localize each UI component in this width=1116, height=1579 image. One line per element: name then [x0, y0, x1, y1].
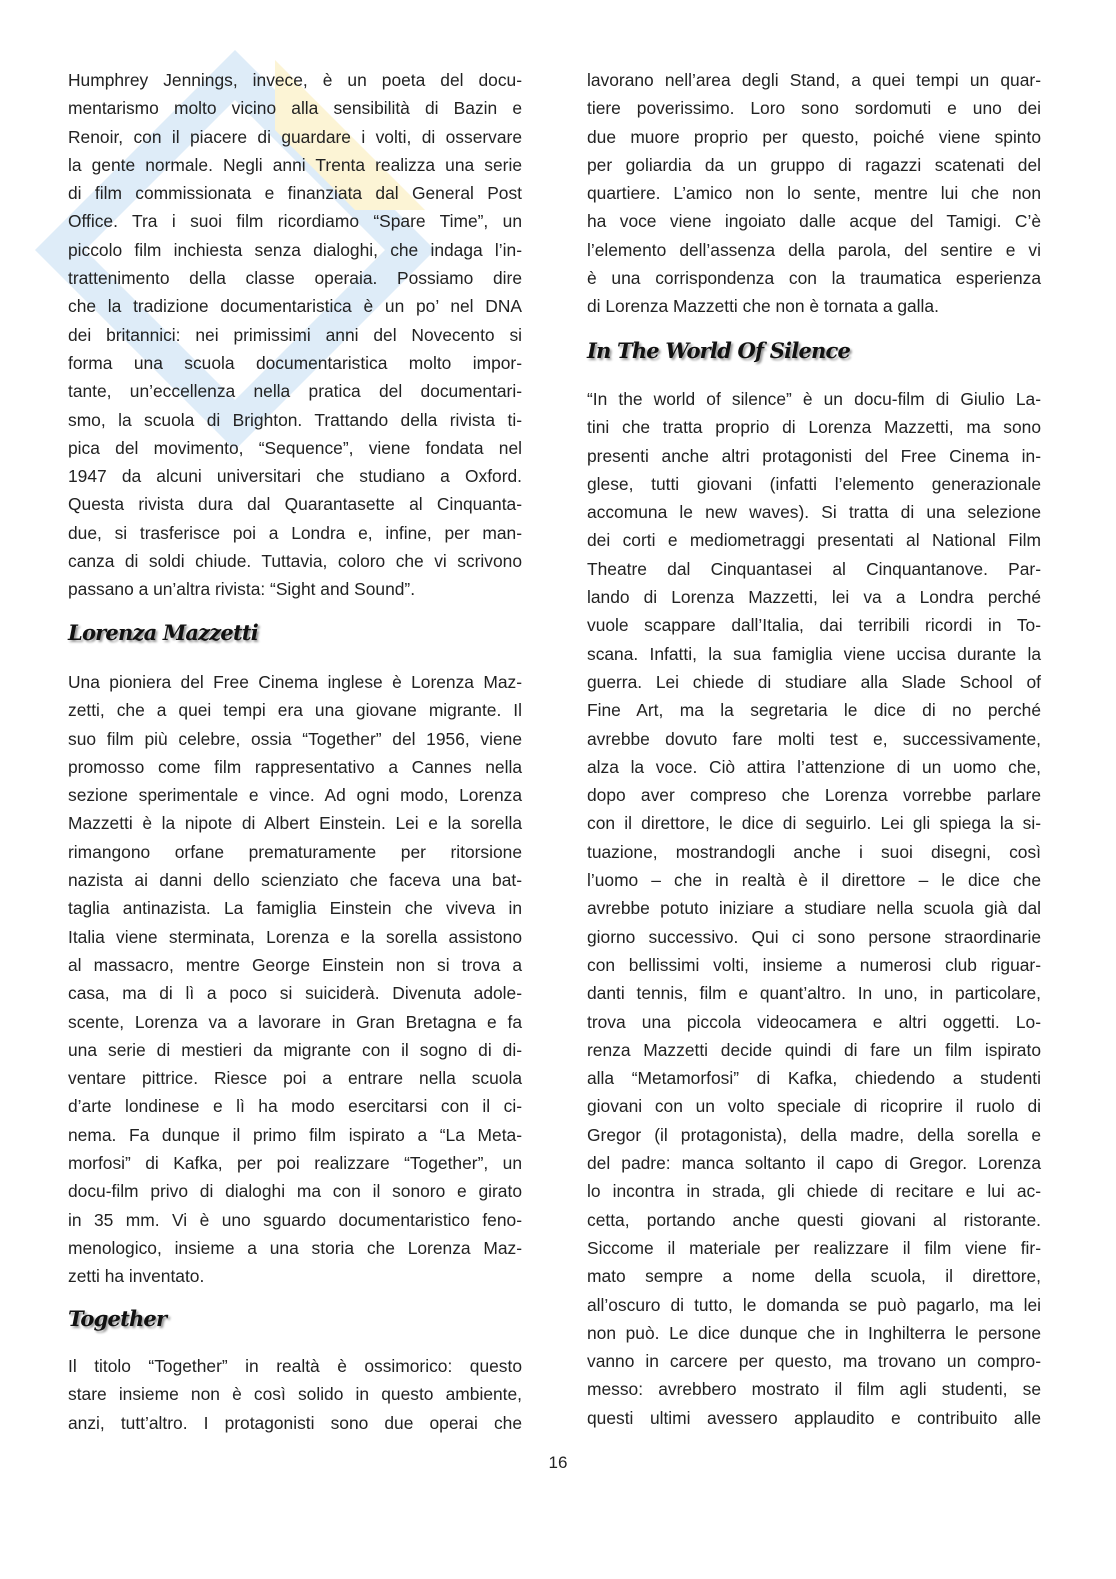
text-line: guerra. Lei chiede di studiare alla Slade School of — [587, 671, 1041, 692]
text-line: Gregor (il protagonista), della madre, della sorella e — [587, 1124, 1041, 1145]
text-line: due muore proprio per questo, poiché viene spinto — [587, 126, 1041, 147]
text-line: tini che tratta proprio di Lorenza Mazzetti, ma sono — [587, 417, 1041, 438]
text-line: nema. Fa dunque il primo film ispirato a “La Meta- — [68, 1124, 522, 1145]
text-line: Mazzetti è la nipote di Albert Einstein. Lei e la sorella — [68, 813, 522, 834]
paragraph-together — [68, 1352, 522, 1437]
text-line: è una corrispondenza con la traumatica esperienza — [587, 268, 1041, 289]
text-line: smo, la scuola di Brighton. Trattando della rivista ti- — [68, 409, 522, 430]
text-line: lavorano nell’area degli Stand, a quei tempi un quar- — [587, 70, 1041, 90]
text-line: nazista ai danni dello scienziato che faceva una bat- — [68, 870, 522, 891]
text-line: tuazione, mostrandogli anche i suoi disegni, così — [587, 841, 1041, 862]
text-line: alla “Metamorfosi” di Kafka, chiedendo a studenti — [587, 1068, 1041, 1089]
text-line: con il direttore, le dice di seguirlo. Lei gli spiega la si- — [587, 813, 1041, 834]
text-line: l’elemento dell’assenza della parola, del sentire e vi — [587, 239, 1041, 260]
text-line: vanno in carcere per questo, ma trovano un compro- — [587, 1351, 1041, 1372]
text-line: quartiere. L’amico non lo sente, mentre lui che non — [587, 183, 1041, 204]
text-line: Italia viene sterminata, Lorenza e la sorella assistono — [68, 926, 522, 947]
text-line: Humphrey Jennings, invece, è un poeta del docu- — [68, 70, 522, 90]
text-line: giovani con un volto speciale di ricoprire il ruolo di — [587, 1096, 1041, 1117]
text-line: pica del movimento, “Sequence”, viene fondata nel — [68, 437, 522, 458]
text-line: zetti ha inventato. — [68, 1266, 205, 1287]
text-line: che la tradizione documentaristica è un po’ nel DNA — [68, 296, 522, 317]
text-line: Office. Tra i suoi film ricordiamo “Spare Time”, un — [68, 211, 522, 232]
text-line: dopo aver compreso che Lorenza vorrebbe parlare — [587, 785, 1041, 806]
page-number: 16 — [548, 1453, 568, 1472]
text-line: di film commissionata e finanziata dal General Post — [68, 183, 522, 204]
text-line: ha voce viene ingoiato dalle acque del Tamigi. C’è — [587, 211, 1041, 232]
text-line: giorno successivo. Qui ci sono persone straordinarie — [587, 926, 1041, 947]
text-line: al massacro, mentre George Einstein non si trova a — [68, 954, 522, 975]
text-line: rimangono orfane prematuramente per ritorsione — [68, 841, 522, 862]
section-heading-lorenza-mazzetti: Lorenza Mazzetti — [68, 620, 258, 645]
text-line: tiere poverissimo. Loro sono sordomuti e uno dei — [587, 98, 1041, 119]
text-line: trattenimento della classe operaia. Possiamo dire — [68, 268, 522, 289]
text-line: docu-film privo di dialoghi ma con il sonoro e girato — [68, 1181, 522, 1202]
text-line: avrebbe dovuto fare molti test e, successivamente, — [587, 728, 1041, 749]
text-line: vuole scappare dall’Italia, dai terribili ricordi in To- — [587, 615, 1041, 636]
text-line: trova una piccola videocamera e altri oggetti. Lo- — [587, 1011, 1041, 1032]
paragraph-lorenza-mazzetti — [68, 668, 522, 1291]
text-line: Siccome il materiale per realizzare il film viene fir- — [587, 1237, 1041, 1258]
text-line: in 35 mm. Vi è uno sguardo documentaristico feno- — [68, 1209, 522, 1230]
text-line: ventare pittrice. Riesce poi a entrare nella scuola — [68, 1068, 522, 1089]
paragraph-together-continued — [587, 66, 1041, 321]
text-line: zetti, che a quei tempi era una giovane migrante. Il — [68, 700, 522, 721]
text-line: stare insieme non è così solido in questo ambiente, — [68, 1384, 522, 1405]
text-line: dei corti e mediometraggi presentati al National Film — [587, 530, 1041, 551]
text-line: glese, tutti giovani (infatti l’elemento generazionale — [587, 473, 1041, 494]
text-line: piccolo film inchiesta senza dialoghi, che indaga l’in- — [68, 239, 522, 260]
text-line: forma una scuola documentaristica molto impor- — [68, 352, 522, 373]
text-line: Una pioniera del Free Cinema inglese è Lorenza Maz- — [68, 672, 522, 692]
text-line: di Lorenza Mazzetti che non è tornata a galla. — [587, 296, 939, 317]
text-line: 1947 da alcuni universitari che studiano a Oxford. — [68, 466, 522, 487]
text-line: accomuna le new waves). Si tratta di una selezione — [587, 502, 1041, 523]
text-line: all’oscuro di tutto, le domanda se può pagarlo, ma lei — [587, 1294, 1041, 1315]
text-line: non può. Le dice dunque che in Inghilterra le persone — [587, 1322, 1041, 1343]
text-line: danti tennis, film e quant’altro. In uno, in particolare, — [587, 983, 1041, 1004]
text-line: Fine Art, ma la segretaria le dice di no perché — [587, 700, 1041, 721]
text-line: menologico, insieme a una storia che Lorenza Maz- — [68, 1237, 522, 1258]
text-line: avrebbe potuto iniziare a studiare nella scuola già dal — [587, 898, 1041, 919]
text-line: lando di Lorenza Mazzetti, lei va a Londra perché — [587, 587, 1041, 608]
text-line: del padre: manca soltanto il capo di Gregor. Lorenza — [587, 1153, 1041, 1174]
text-line: Il titolo “Together” in realtà è ossimorico: questo — [68, 1356, 522, 1376]
text-line: tante, un’eccellenza nella pratica del documentari- — [68, 381, 522, 402]
text-line: Questa rivista dura dal Quarantasette al Cinquanta- — [68, 494, 522, 515]
text-line: casa, ma di lì a poco si suiciderà. Divenuta adole- — [68, 983, 522, 1004]
text-line: sezione sperimentale e vince. Ad ogni modo, Lorenza — [68, 785, 522, 806]
text-line: lo incontra in strada, gli chiede di recitare e lui ac- — [587, 1181, 1041, 1202]
text-line: promosso come film rappresentativo a Cannes nella — [68, 756, 522, 777]
paragraph-jennings — [68, 66, 522, 604]
text-line: dei britannici: nei primissimi anni del Novecento si — [68, 324, 522, 345]
text-line: con bellissimi volti, insieme a numerosi club riguar- — [587, 954, 1041, 975]
text-line: messo: avrebbero mostrato il film agli studenti, se — [587, 1379, 1041, 1400]
text-line: due, si trasferisce poi a Londra e, infine, per man- — [68, 522, 522, 543]
text-line: la gente normale. Negli anni Trenta realizza una serie — [68, 154, 522, 175]
text-line: per goliardia da un gruppo di ragazzi scatenati del — [587, 154, 1041, 175]
text-line: Theatre dal Cinquantasei al Cinquantanove. Par- — [587, 558, 1041, 579]
text-line: scana. Infatti, la sua famiglia viene uccisa durante la — [587, 643, 1041, 664]
text-line: canza di soldi chiude. Tuttavia, coloro che vi scrivono — [68, 551, 522, 572]
text-line: Renoir, con il piacere di guardare i volti, di osservare — [68, 126, 522, 147]
text-line: cetta, portando anche questi giovani al ristorante. — [587, 1209, 1041, 1230]
section-heading-in-the-world-of-silence: In The World Of Silence — [587, 338, 851, 363]
section-heading-together: Together — [68, 1306, 167, 1331]
text-line: mentarismo molto vicino alla sensibilità di Bazin e — [68, 98, 522, 119]
paragraph-in-the-world-of-silence — [587, 385, 1041, 1432]
text-line: d’arte londinese e lì ha modo esercitarsi con il ci- — [68, 1096, 522, 1117]
text-line: una serie di mestieri da migrante con il sogno di di- — [68, 1039, 522, 1060]
text-line: anzi, tutt’altro. I protagonisti sono due operai che — [68, 1412, 522, 1433]
text-line: suo film più celebre, ossia “Together” del 1956, viene — [68, 728, 522, 749]
text-line: alza la voce. Ciò attira l’attenzione di un uomo che, — [587, 756, 1041, 777]
text-line: renza Mazzetti decide quindi di fare un film ispirato — [587, 1039, 1041, 1060]
text-line: “In the world of silence” è un docu-film di Giulio La- — [587, 389, 1041, 409]
text-line: taglia antinazista. La famiglia Einstein che viveva in — [68, 898, 522, 919]
text-line: questi ultimi avessero applaudito e contribuito alle — [587, 1407, 1041, 1428]
text-line: presenti anche altri protagonisti del Free Cinema in- — [587, 445, 1041, 466]
text-line: l’uomo – che in realtà è il direttore – le dice che — [587, 870, 1041, 891]
text-line: mato sempre a nome della scuola, il direttore, — [587, 1266, 1041, 1287]
text-line: passano a un’altra rivista: “Sight and Sound”. — [68, 579, 416, 600]
text-line: morfosi” di Kafka, per poi realizzare “Together”, un — [68, 1153, 522, 1174]
text-line: scente, Lorenza va a lavorare in Gran Bretagna e fa — [68, 1011, 522, 1032]
